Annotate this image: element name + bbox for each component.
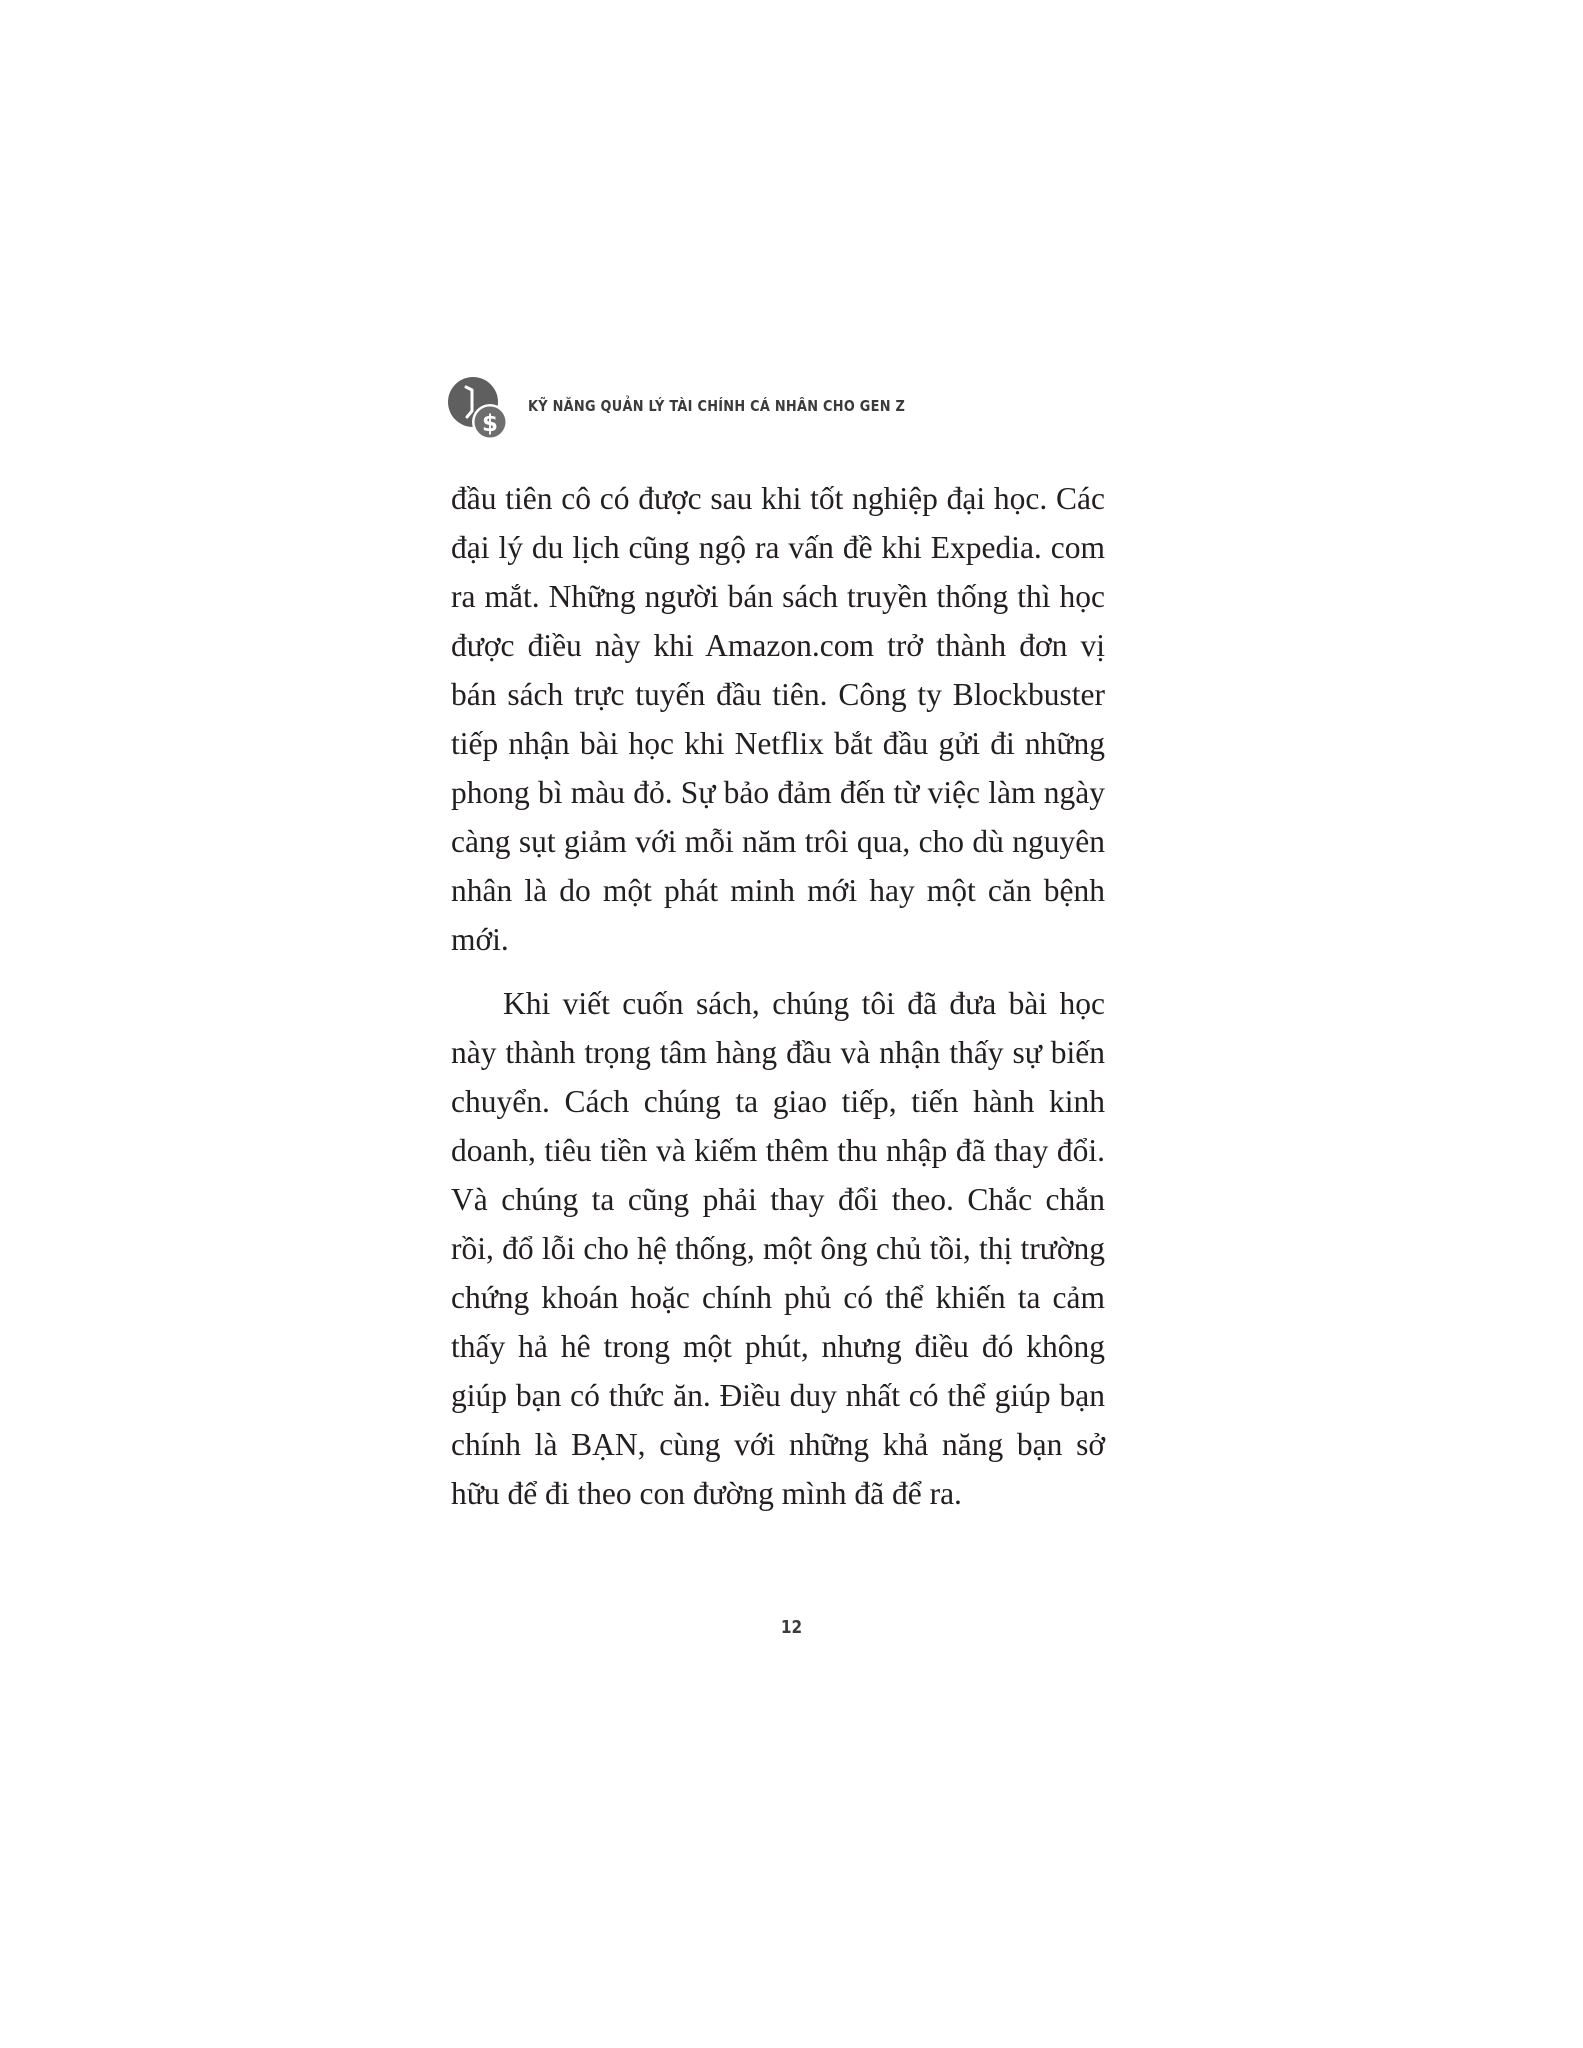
page-number-label: 12 bbox=[780, 1617, 803, 1638]
body-text bbox=[451, 474, 1105, 1518]
paragraph-2: Khi viết cuốn sách, chúng tôi đã đưa bài học này thành trọng tâm hàng đầu và nhận thấy sự biến chuyển. Cách chúng ta giao tiếp, tiến hành kinh doanh, tiêu tiền và kiếm thêm thu nhập đã thay đổi. Và chúng ta cũng phải thay đổi theo. Chắc chắn rồi, đổ lỗi cho hệ thống, một ông chủ tồi, thị trường chứng khoán hoặc chính phủ có thể khiến ta cảm thấy hả hê trong một phút, nhưng điều đó không giúp bạn có thức ăn. Điều duy nhất có thể giúp bạn chính là BẠN, cùng với những khả năng bạn sở hữu để đi theo con đường mình đã để ra. bbox=[451, 986, 1105, 1511]
clock-dollar-icon bbox=[447, 376, 509, 442]
page-number bbox=[0, 1617, 1583, 1638]
running-header bbox=[447, 376, 967, 442]
svg-text:$: $ bbox=[481, 411, 499, 437]
paragraph-1: đầu tiên cô có được sau khi tốt nghiệp đại học. Các đại lý du lịch cũng ngộ ra vấn đề khi Expedia. com ra mắt. Những người bán sách truyền thống thì học được điều này khi Amazon.com trở thành đơn vị bán sách trực tuyến đầu tiên. Công ty Blockbuster tiếp nhận bài học khi Netflix bắt đầu gửi đi những phong bì màu đỏ. Sự bảo đảm đến từ việc làm ngày càng sụt giảm với mỗi năm trôi qua, cho dù nguyên nhân là do một phát minh mới hay một căn bệnh mới. bbox=[451, 481, 1105, 957]
running-header-title: KỸ NĂNG QUẢN LÝ TÀI CHÍNH CÁ NHÂN CHO GEN Z bbox=[528, 397, 906, 415]
